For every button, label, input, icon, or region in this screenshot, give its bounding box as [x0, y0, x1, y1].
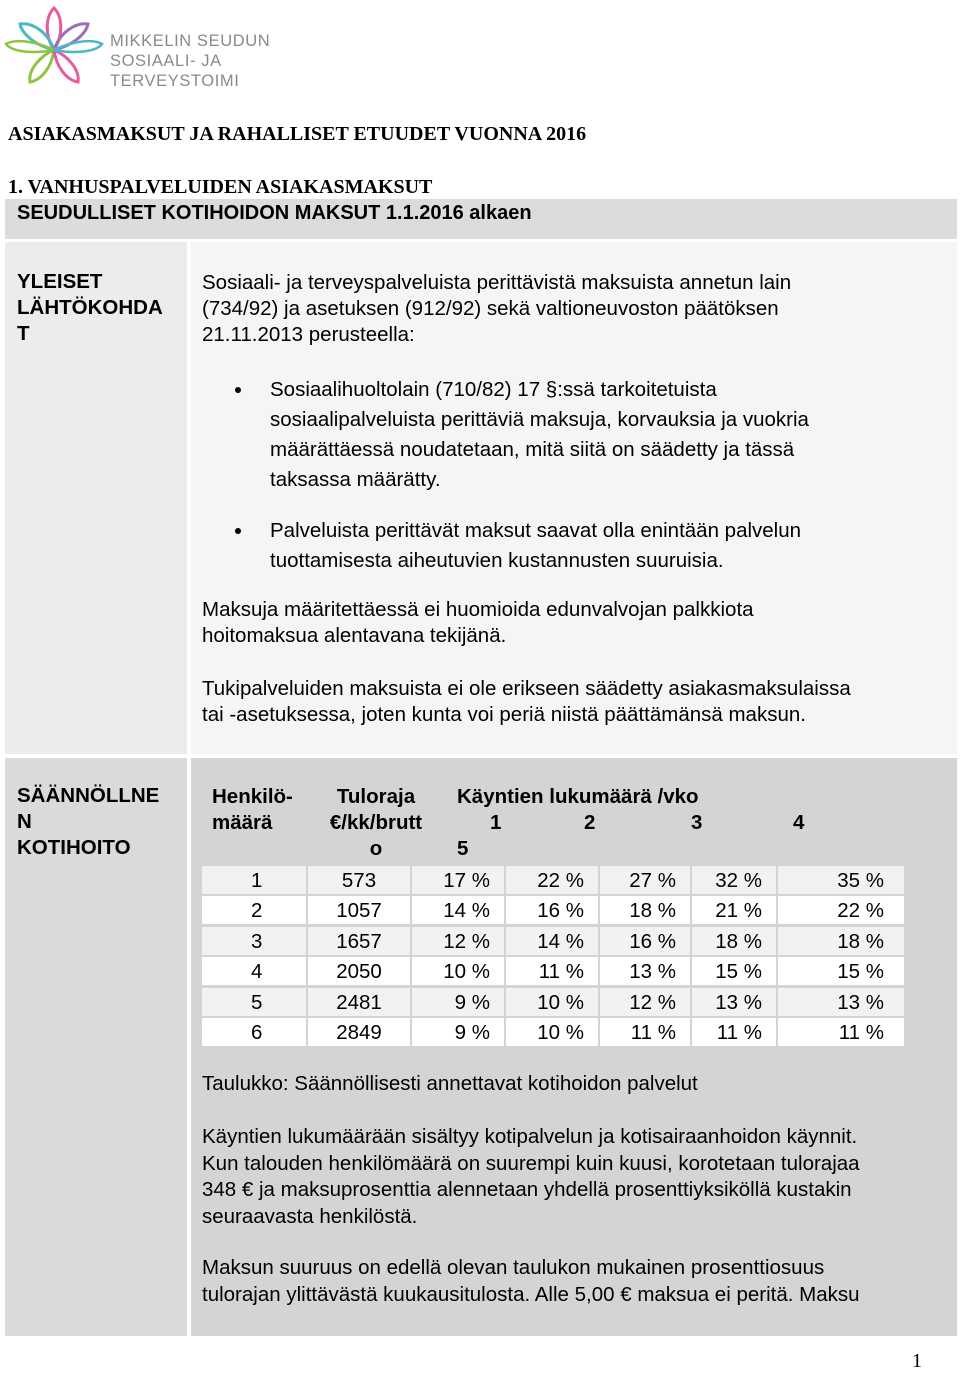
persons-cell-value: 3	[251, 929, 263, 953]
income-cell	[308, 866, 410, 894]
percent-cell-value: 9 %	[454, 1021, 490, 1044]
col-header-income: Tuloraja	[336, 785, 416, 808]
visit-col-label: 3	[691, 811, 703, 834]
table-row	[202, 866, 904, 896]
col-header-income: €/kk/brutt	[329, 811, 423, 834]
income-cell-value: 2481	[336, 990, 382, 1014]
persons-cell	[202, 896, 306, 924]
income-cell-value: 1057	[336, 899, 382, 923]
percent-cell-value: 16 %	[537, 899, 584, 923]
percent-cell-value: 12 %	[629, 990, 676, 1014]
income-cell	[308, 957, 410, 985]
table-row	[202, 896, 904, 926]
income-cell	[308, 988, 410, 1016]
income-cell-value: 573	[341, 869, 377, 892]
bullet-1-line: Sosiaalihuoltolain (710/82) 17 §:ssä tarkoitetuista	[270, 378, 717, 401]
income-cell-value: 1657	[336, 929, 382, 953]
percent-cell-value: 11 %	[838, 1021, 884, 1044]
percent-cell-value: 10 %	[443, 960, 490, 984]
paragraph-line: tulorajan ylittävästä kuukausitulosta. Alle 5,00 € maksua ei peritä. Maksu	[202, 1282, 860, 1306]
logo-line-1: MIKKELIN SEUDUN	[110, 32, 271, 50]
logo-line-2: SOSIAALI- JA TERVEYSTOIMI	[110, 52, 240, 90]
persons-cell	[202, 957, 306, 985]
percent-cell-value: 16 %	[629, 929, 676, 953]
income-cell-value: 2050	[336, 960, 382, 984]
col-header-visits: Käyntien lukumäärä /vko	[457, 785, 699, 808]
paragraph-line: Tukipalveluiden maksuista ei ole erikseen säädetty asiakasmaksulaissa	[202, 677, 851, 700]
percent-cell-value: 17 %	[443, 869, 490, 892]
bullet-1-line: määrättäessä noudatetaan, mitä siitä on säädetty ja tässä	[270, 438, 795, 461]
bullet-1-line: taksassa määrätty.	[270, 468, 441, 491]
income-cell	[308, 896, 410, 924]
percent-cell	[600, 988, 690, 1016]
logo	[4, 4, 324, 96]
percent-cell-value: 35 %	[837, 869, 884, 892]
percent-cell	[412, 988, 504, 1016]
percent-cell	[778, 988, 904, 1016]
regular-label-line: SÄÄNNÖLLNE	[17, 784, 160, 807]
percent-cell	[778, 1018, 904, 1046]
percent-cell	[692, 896, 776, 924]
paragraph-line: Käyntien lukumäärään sisältyy kotipalvelun ja kotisairaanhoidon käynnit.	[202, 1125, 858, 1148]
income-cell	[308, 1018, 410, 1046]
percent-cell	[778, 957, 904, 985]
percent-cell	[692, 866, 776, 894]
percent-cell-value: 13 %	[715, 990, 762, 1014]
percent-cell	[600, 866, 690, 894]
subsection-heading: SEUDULLISET KOTIHOIDON MAKSUT 1.1.2016 alkaen	[17, 202, 532, 224]
percent-cell-value: 15 %	[837, 960, 884, 984]
regular-paragraph-1	[202, 1124, 860, 1230]
percent-cell-value: 22 %	[837, 899, 884, 923]
regular-label-cell	[5, 758, 187, 1336]
visit-col-label: 2	[584, 811, 596, 834]
percent-cell	[778, 866, 904, 894]
percent-cell-value: 9 %	[454, 990, 490, 1014]
percent-cell	[506, 927, 598, 955]
section-heading: 1. VANHUSPALVELUIDEN ASIAKASMAKSUT	[8, 176, 433, 198]
percent-cell	[778, 896, 904, 924]
subsection-heading-bar	[5, 199, 957, 239]
percent-cell	[506, 957, 598, 985]
paragraph-line: 348 € ja maksuprosenttia alennetaan yhdellä prosenttiyksiköllä kustakin	[202, 1178, 852, 1201]
bullet-2-line: Palveluista perittävät maksut saavat olla enintään palvelun	[270, 519, 802, 542]
percent-cell	[600, 1018, 690, 1046]
percent-cell-value: 11 %	[716, 1021, 762, 1044]
percent-cell	[778, 927, 904, 955]
percent-cell	[692, 1018, 776, 1046]
intro-line: Sosiaali- ja terveyspalveluista perittävistä maksuista annetun lain	[202, 271, 792, 294]
percent-cell-value: 22 %	[537, 869, 584, 892]
paragraph-line: tai -asetuksessa, joten kunta voi periä niistä päättämänsä maksun.	[202, 703, 806, 726]
percent-cell-value: 14 %	[443, 899, 490, 923]
percent-cell-value: 15 %	[715, 960, 762, 984]
percent-cell	[412, 1018, 504, 1046]
percent-cell	[600, 927, 690, 955]
income-cell	[308, 927, 410, 955]
persons-cell-value: 5	[251, 990, 263, 1014]
percent-cell	[412, 927, 504, 955]
percent-cell	[412, 957, 504, 985]
percent-cell-value: 21 %	[715, 899, 762, 923]
visit-col-label: 4	[793, 811, 805, 834]
persons-cell	[202, 927, 306, 955]
percent-cell-value: 18 %	[629, 899, 676, 923]
income-cell-value: 2849	[336, 1021, 382, 1044]
general-label-line: YLEISET	[17, 270, 103, 293]
table-row	[202, 957, 904, 987]
paragraph-line: Maksuja määritettäessä ei huomioida edunvalvojan palkkiota	[202, 598, 754, 621]
percent-cell-value: 18 %	[715, 929, 762, 953]
paragraph-line: Maksun suuruus on edellä olevan taulukon mukainen prosenttiosuus	[202, 1256, 825, 1279]
percent-cell	[506, 1018, 598, 1046]
page-number: 1	[912, 1350, 922, 1372]
bullet-icon	[235, 528, 241, 534]
persons-cell-value: 1	[251, 869, 263, 892]
percent-cell-value: 11 %	[630, 1021, 676, 1044]
persons-cell-value: 2	[251, 899, 263, 923]
general-label-line: T	[17, 322, 30, 345]
bullet-1-line: sosiaalipalveluista perittäviä maksuja, korvauksia ja vuokria	[270, 408, 809, 431]
percent-cell	[600, 896, 690, 924]
percent-cell-value: 18 %	[837, 929, 884, 953]
regular-label-line: N	[17, 810, 32, 833]
col-header-income: o	[369, 837, 383, 860]
paragraph-line: hoitomaksua alentavana tekijänä.	[202, 624, 507, 647]
percent-cell	[692, 927, 776, 955]
visit-col-label: 5	[457, 837, 469, 860]
bullet-2-line: tuottamisesta aiheutuvien kustannusten suuruisia.	[270, 549, 724, 572]
percent-cell	[412, 866, 504, 894]
table-caption: Taulukko: Säännöllisesti annettavat kotihoidon palvelut	[202, 1072, 698, 1095]
col-header-persons: määrä	[212, 811, 273, 834]
percent-cell	[506, 896, 598, 924]
percent-cell-value: 14 %	[537, 929, 584, 953]
paragraph-line: Kun talouden henkilömäärä on suurempi kuin kuusi, korotetaan tulorajaa	[202, 1151, 860, 1175]
percent-cell-value: 32 %	[715, 869, 762, 892]
regular-paragraph-2	[202, 1255, 860, 1308]
persons-cell-value: 4	[251, 960, 263, 984]
intro-line: 21.11.2013 perusteella:	[202, 323, 415, 346]
percent-cell-value: 12 %	[443, 929, 490, 953]
percent-cell	[692, 988, 776, 1016]
percent-cell-value: 27 %	[629, 869, 676, 892]
general-label-cell	[5, 242, 187, 754]
percent-cell	[506, 866, 598, 894]
percent-cell-value: 11 %	[538, 960, 584, 984]
percent-cell-value: 10 %	[537, 990, 584, 1014]
percent-cell	[506, 988, 598, 1016]
percent-cell-value: 10 %	[537, 1021, 584, 1044]
general-label-line: LÄHTÖKOHDA	[17, 296, 163, 319]
general-content-cell	[191, 242, 957, 754]
percent-cell	[412, 896, 504, 924]
persons-cell	[202, 1018, 306, 1046]
visit-col-label: 1	[490, 811, 502, 834]
paragraph-line: seuraavasta henkilöstä.	[202, 1204, 418, 1228]
percent-cell-value: 13 %	[629, 960, 676, 984]
persons-cell-value: 6	[251, 1021, 263, 1044]
table-row	[202, 927, 904, 957]
percent-cell-value: 13 %	[837, 990, 884, 1014]
bullet-icon	[235, 387, 241, 393]
col-header-persons: Henkilö-	[212, 785, 293, 808]
table-row	[202, 1018, 904, 1048]
intro-line: (734/92) ja asetuksen (912/92) sekä valtioneuvoston päätöksen	[202, 297, 779, 320]
percent-cell	[692, 957, 776, 985]
table-row	[202, 988, 904, 1018]
regular-label-line: KOTIHOITO	[17, 836, 131, 859]
percent-cell	[600, 957, 690, 985]
persons-cell	[202, 866, 306, 894]
flower-logo-icon	[4, 4, 104, 96]
persons-cell	[202, 988, 306, 1016]
document-title: ASIAKASMAKSUT JA RAHALLISET ETUUDET VUONNA 2016	[8, 123, 587, 145]
